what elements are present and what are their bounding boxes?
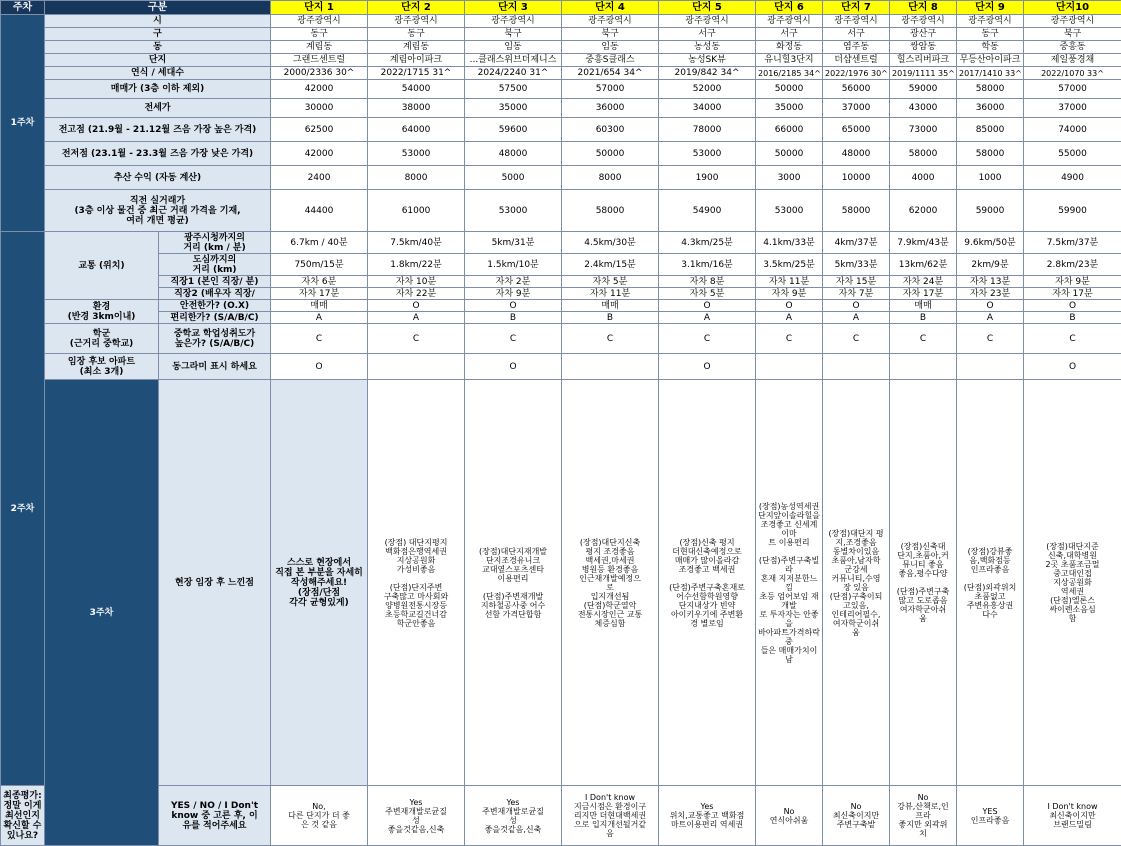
cell: 자차 9분 <box>1024 276 1121 288</box>
cell: 동구 <box>957 28 1024 41</box>
cell: 58000 <box>890 142 957 166</box>
cell: 매매 <box>271 300 368 312</box>
cell: 2021/654 34^ <box>562 67 659 80</box>
row-label: 동 <box>45 41 271 54</box>
visit-label: 임장 후보 아파트 (최소 3개) <box>45 354 159 380</box>
row-label: 직장2 (배우자 직장/ <box>159 288 271 300</box>
row-label: 추산 수익 (자동 계산) <box>45 166 271 190</box>
complex-header: 단지 6 <box>756 1 823 15</box>
cell: 자차 6분 <box>271 276 368 288</box>
category-header: 구분 <box>45 1 271 15</box>
cell: C <box>823 324 890 354</box>
row-gu <box>1 28 1121 41</box>
cell: 임동 <box>465 41 562 54</box>
row-recent <box>1 190 1121 232</box>
cell: (장점)대단지준 신축,대학병원 2곳 초품조금멀 중고대인접 지상공원화 역세권 (단점)엘론스 싸이렌소음심 함 <box>1024 380 1121 786</box>
row-label: 중학교 학업성취도가 높은가? (S/A/B/C) <box>159 324 271 354</box>
week-1-label: 1주차 <box>1 15 45 232</box>
cell <box>957 354 1024 380</box>
row-downtown <box>1 254 1121 276</box>
cell: (장점)신축 평지 더현대신축예정으로 매매가 많이올라감 조경좋고 백세권 (단점)주변구축혼재로 어수선함학원영향 단지내상가 빈약 아이키우기에 주변환 경 별로임 <box>659 380 756 786</box>
cell: 자차 23분 <box>957 288 1024 300</box>
cell: 자차 24분 <box>890 276 957 288</box>
cell: 중흥S클래스 <box>562 54 659 67</box>
cell: A <box>368 312 465 324</box>
cell: 66000 <box>756 118 823 142</box>
cell: 59000 <box>890 80 957 99</box>
cell: 북구 <box>562 28 659 41</box>
row-label: 편리한가? (S/A/B/C) <box>159 312 271 324</box>
cell: 52000 <box>659 80 756 99</box>
cell: 5km/31분 <box>465 232 562 254</box>
cell: 57000 <box>1024 80 1121 99</box>
cell: 자차 15분 <box>823 276 890 288</box>
cell: 8000 <box>562 166 659 190</box>
complex-header: 단지10 <box>1024 1 1121 15</box>
row-profit <box>1 166 1121 190</box>
cell: A <box>957 312 1024 324</box>
cell: 34000 <box>659 99 756 118</box>
cell: 힐스리버파크 <box>890 54 957 67</box>
cell: 쌍암동 <box>890 41 957 54</box>
cell: 화정동 <box>756 41 823 54</box>
cell: 자차 7분 <box>823 288 890 300</box>
complex-header: 단지 7 <box>823 1 890 15</box>
cell: 동구 <box>271 28 368 41</box>
cell: 서구 <box>756 28 823 41</box>
cell: 55000 <box>1024 142 1121 166</box>
cell: 42000 <box>271 142 368 166</box>
cell: 자차 9분 <box>465 288 562 300</box>
row-city-hall <box>1 232 1121 254</box>
cell: 5km/33분 <box>823 254 890 276</box>
cell: 10000 <box>823 166 890 190</box>
cell: I Don't know 지금시점은 환경이구 리지만 더현대백세권 으로 입지개선될거같 음 <box>562 786 659 846</box>
cell: B <box>1024 312 1121 324</box>
cell: 북구 <box>465 28 562 41</box>
cell: O <box>368 300 465 312</box>
cell: 53000 <box>659 142 756 166</box>
cell: 무등산아이파크 <box>957 54 1024 67</box>
complex-header: 단지 2 <box>368 1 465 15</box>
cell: 광주광역시 <box>756 15 823 28</box>
cell: 59900 <box>1024 190 1121 232</box>
cell: 57000 <box>562 80 659 99</box>
cell: 3.1km/16분 <box>659 254 756 276</box>
cell: 1900 <box>659 166 756 190</box>
cell: 750m/15분 <box>271 254 368 276</box>
cell: Yes 위치,교통좋고 백화점 마트이용편리 역세권 <box>659 786 756 846</box>
cell: I Don't know 최신축이지만 브랜드밀림 <box>1024 786 1121 846</box>
cell: Yes 주변재개발로균질 성 좋을것같음,신축 <box>368 786 465 846</box>
cell: 7.5km/37분 <box>1024 232 1121 254</box>
cell: 광주광역시 <box>562 15 659 28</box>
final-label: 최종평가: 정말 이게 최선인지 확신할 수 있나요? <box>1 786 45 846</box>
cell: (장점)신축대 단지,초품아,커 뮤니티 좋음 좋음,평수다양 (단점)주변구축 많고 도로좁음 여자학군아쉬 움 <box>890 380 957 786</box>
cell: 59600 <box>465 118 562 142</box>
cell: 1.5km/10분 <box>465 254 562 276</box>
cell: 광주광역시 <box>659 15 756 28</box>
feel-label: 현장 임장 후 느낀점 <box>159 380 271 786</box>
cell: 62000 <box>890 190 957 232</box>
cell: 73000 <box>890 118 957 142</box>
cell: 광주광역시 <box>890 15 957 28</box>
cell: B <box>465 312 562 324</box>
cell <box>562 354 659 380</box>
cell: 30000 <box>271 99 368 118</box>
cell: 42000 <box>271 80 368 99</box>
cell: (장점) 대단지평지 백화점은행역세권 지상공원화 가성비좋음 (단점)단지주변 구축많고 마사회와 양병원전통시장등 초등학교길건너감 학군안좋음 <box>368 380 465 786</box>
cell: 매매 <box>890 300 957 312</box>
cell: 자차 11분 <box>756 276 823 288</box>
cell: 자차 13분 <box>957 276 1024 288</box>
cell: No, 다른 단지가 더 좋 은 것 같음 <box>271 786 368 846</box>
cell: O <box>659 354 756 380</box>
cell: 광산구 <box>890 28 957 41</box>
row-work1 <box>1 276 1121 288</box>
cell: 53000 <box>368 142 465 166</box>
row-label: 구 <box>45 28 271 41</box>
cell: 자차 9분 <box>756 288 823 300</box>
cell: 자차 17분 <box>271 288 368 300</box>
cell: 자차 8분 <box>659 276 756 288</box>
school-label: 학군 (근거리 중학교) <box>45 324 159 354</box>
cell: No 최신축이지만 주변구축밭 <box>823 786 890 846</box>
cell: 계림동 <box>368 41 465 54</box>
cell: A <box>756 312 823 324</box>
cell: 48000 <box>465 142 562 166</box>
cell <box>368 354 465 380</box>
cell <box>756 354 823 380</box>
cell: ...클래스위브더제니스 <box>465 54 562 67</box>
cell: O <box>823 300 890 312</box>
cell: 9.6km/50분 <box>957 232 1024 254</box>
cell: Yes 주변재개발로균질 성 좋을것같음,신축 <box>465 786 562 846</box>
traffic-label: 교통 (위치) <box>45 232 159 300</box>
cell: O <box>465 354 562 380</box>
cell: 2.4km/15분 <box>562 254 659 276</box>
cell: O <box>957 300 1024 312</box>
cell: 58000 <box>823 190 890 232</box>
row-year <box>1 67 1121 80</box>
cell: A <box>271 312 368 324</box>
cell: 자차 2분 <box>465 276 562 288</box>
cell: 서구 <box>659 28 756 41</box>
row-label: 직전 실거래가 (3층 이상 물건 중 최근 거래 가격을 기재, 여러 개면 평균) <box>45 190 271 232</box>
cell: 54900 <box>659 190 756 232</box>
row-convenient <box>1 312 1121 324</box>
cell: 임동 <box>562 41 659 54</box>
cell: C <box>1024 324 1121 354</box>
cell: 62500 <box>271 118 368 142</box>
cell: (장점)대단지신축 평지 조경좋음 백세권,마세권 병원등 환경좋음 인근재개발예정으 로 입지개선됨 (단점)학군열악 전통시장인근 교통 체증심함 <box>562 380 659 786</box>
row-label: 전고점 (21.9월 - 21.12월 즈음 가장 높은 가격) <box>45 118 271 142</box>
row-label: 전저점 (23.1월 - 23.3월 즈음 가장 낮은 가격) <box>45 142 271 166</box>
cell: 광주광역시 <box>1024 15 1121 28</box>
cell: 78000 <box>659 118 756 142</box>
cell: 자차 22분 <box>368 288 465 300</box>
cell: 57500 <box>465 80 562 99</box>
cell: 광주광역시 <box>957 15 1024 28</box>
row-school <box>1 324 1121 354</box>
cell: 56000 <box>823 80 890 99</box>
cell: A <box>659 312 756 324</box>
cell: 64000 <box>368 118 465 142</box>
row-label: 광주시청까지의 거리 (km / 분) <box>159 232 271 254</box>
cell: 동구 <box>368 28 465 41</box>
cell: 2400 <box>271 166 368 190</box>
cell: 서구 <box>823 28 890 41</box>
row-jeonse <box>1 99 1121 118</box>
cell: O <box>1024 354 1121 380</box>
cell: No 연식아쉬움 <box>756 786 823 846</box>
cell: 염주동 <box>823 41 890 54</box>
cell: 광주광역시 <box>368 15 465 28</box>
cell: B <box>890 312 957 324</box>
cell: 4900 <box>1024 166 1121 190</box>
cell: 13km/62분 <box>890 254 957 276</box>
cell: C <box>562 324 659 354</box>
cell: 학동 <box>957 41 1024 54</box>
cell: 2016/2185 34^ <box>756 67 823 80</box>
cell: 58000 <box>562 190 659 232</box>
cell: No 강뷰,산책로,인 프라 좋지만 외곽위 치 <box>890 786 957 846</box>
cell: (장점)대단지 평 지,조경좋음 동별차이있음 초품아,남자학 군강세 커뮤니티,수영 장 있음 (단점)구축이되 고있음, 인테리어필수, 여자학군이쉬 움 <box>823 380 890 786</box>
cell: 3.5km/25분 <box>756 254 823 276</box>
cell: O <box>756 300 823 312</box>
cell: 7.9km/43분 <box>890 232 957 254</box>
cell: 43000 <box>890 99 957 118</box>
cell: 35000 <box>756 99 823 118</box>
cell: 광주광역시 <box>271 15 368 28</box>
row-label: 스스로 현장에서 직접 본 부분을 자세히 작성해주세요! (장점/단점 각각 균형있게) <box>271 380 368 786</box>
row-label: 전세가 <box>45 99 271 118</box>
cell: 제일풍경채 <box>1024 54 1121 67</box>
cell: 중흥동 <box>1024 41 1121 54</box>
cell: 65000 <box>823 118 890 142</box>
cell: 74000 <box>1024 118 1121 142</box>
row-label: 도심까지의 거리 (km) <box>159 254 271 276</box>
cell: 광주광역시 <box>465 15 562 28</box>
row-label: 연식 / 세대수 <box>45 67 271 80</box>
row-label: 시 <box>45 15 271 28</box>
cell: 자차 17분 <box>1024 288 1121 300</box>
row-visit <box>1 354 1121 380</box>
cell: 54000 <box>368 80 465 99</box>
row-safe <box>1 300 1121 312</box>
cell: 자차 5분 <box>562 276 659 288</box>
cell: 1.8km/22분 <box>368 254 465 276</box>
cell: C <box>465 324 562 354</box>
cell: 계림아이파크 <box>368 54 465 67</box>
cell: 북구 <box>1024 28 1121 41</box>
cell: 37000 <box>823 99 890 118</box>
complex-header: 단지 4 <box>562 1 659 15</box>
cell: 7.5km/40분 <box>368 232 465 254</box>
week-3-label: 3주차 <box>45 380 159 846</box>
cell: 2.8km/23분 <box>1024 254 1121 276</box>
cell: 36000 <box>562 99 659 118</box>
row-work2 <box>1 288 1121 300</box>
cell: C <box>890 324 957 354</box>
row-low <box>1 142 1121 166</box>
cell: 37000 <box>1024 99 1121 118</box>
cell: 2019/1111 35^ <box>890 67 957 80</box>
row-sale <box>1 80 1121 99</box>
cell: (장점)강뷰좋 음,백화점등 인프라좋음 (단점)외곽위치 초품없고 주변유흥상권 다수 <box>957 380 1024 786</box>
cell <box>823 354 890 380</box>
cell: 53000 <box>756 190 823 232</box>
complex-header: 단지 8 <box>890 1 957 15</box>
env-label: 환경 (반경 3km이내) <box>45 300 159 324</box>
cell: 유니힐3단지 <box>756 54 823 67</box>
cell: 2022/1715 31^ <box>368 67 465 80</box>
cell: 그랜드센트럴 <box>271 54 368 67</box>
cell: 4km/37분 <box>823 232 890 254</box>
cell: 농성SK뷰 <box>659 54 756 67</box>
cell: 매매 <box>562 300 659 312</box>
cell: 4.1km/33분 <box>756 232 823 254</box>
cell: C <box>368 324 465 354</box>
cell: 자차 17분 <box>890 288 957 300</box>
cell: 36000 <box>957 99 1024 118</box>
row-peak <box>1 118 1121 142</box>
cell: 2017/1410 33^ <box>957 67 1024 80</box>
cell: 광주광역시 <box>823 15 890 28</box>
cell: 자차 10분 <box>368 276 465 288</box>
cell: 8000 <box>368 166 465 190</box>
cell: 58000 <box>957 142 1024 166</box>
row-feel <box>1 380 1121 786</box>
cell: C <box>271 324 368 354</box>
cell: 자차 5분 <box>659 288 756 300</box>
cell: 3000 <box>756 166 823 190</box>
cell: 50000 <box>562 142 659 166</box>
cell: 48000 <box>823 142 890 166</box>
cell: 계림동 <box>271 41 368 54</box>
cell: 2000/2336 30^ <box>271 67 368 80</box>
complex-header: 단지 9 <box>957 1 1024 15</box>
cell: 50000 <box>756 142 823 166</box>
cell: O <box>271 354 368 380</box>
cell <box>890 354 957 380</box>
cell: 2km/9분 <box>957 254 1024 276</box>
cell: O <box>465 300 562 312</box>
cell: 2024/2240 31^ <box>465 67 562 80</box>
cell: A <box>823 312 890 324</box>
cell: 44400 <box>271 190 368 232</box>
cell: 85000 <box>957 118 1024 142</box>
cell: 4.3km/25분 <box>659 232 756 254</box>
cell: O <box>659 300 756 312</box>
row-label: 동그라미 표시 하세요 <box>159 354 271 380</box>
week-header: 주차 <box>1 1 45 15</box>
cell: 5000 <box>465 166 562 190</box>
cell: 53000 <box>465 190 562 232</box>
cell: YES 인프라좋음 <box>957 786 1024 846</box>
row-label: YES / NO / I Don't know 중 고른 후, 이 유를 적어주세요 <box>159 786 271 846</box>
cell: C <box>756 324 823 354</box>
cell: 1000 <box>957 166 1024 190</box>
row-city <box>1 15 1121 28</box>
cell: 농성동 <box>659 41 756 54</box>
row-danji <box>1 54 1121 67</box>
row-label: 매매가 (3층 이하 제외) <box>45 80 271 99</box>
complex-header: 단지 5 <box>659 1 756 15</box>
header-row <box>1 1 1121 15</box>
cell: 61000 <box>368 190 465 232</box>
cell: 2022/1070 33^ <box>1024 67 1121 80</box>
row-label: 단지 <box>45 54 271 67</box>
cell: B <box>562 312 659 324</box>
complex-header: 단지 3 <box>465 1 562 15</box>
cell: 35000 <box>465 99 562 118</box>
row-label: 안전한가? (O.X) <box>159 300 271 312</box>
cell: (장점)농성역세권 단지앞이솔라힐을 조경좋고 신세계 이마 트 이용편리 (단점)주변구축빌라 혼재 지저분한느낌 초등 엄어보임 재개발 로 투자자는 안좋을 바아파트가격하락중 들은 매매가치이남 <box>756 380 823 786</box>
cell: 4.5km/30분 <box>562 232 659 254</box>
cell: (장점)대단지재개발 단지조경유니크 교대옆스포츠센타 이용편리 (단점)주변재개발 지하철공사중 어수 선함 가격단합함 <box>465 380 562 786</box>
week-2-label: 2주차 <box>1 232 45 786</box>
cell: 6.7km / 40분 <box>271 232 368 254</box>
row-dong <box>1 41 1121 54</box>
row-final <box>1 786 1121 846</box>
cell: 2019/842 34^ <box>659 67 756 80</box>
row-label: 직장1 (본인 직장/ 분) <box>159 276 271 288</box>
cell: 4000 <box>890 166 957 190</box>
cell: 58000 <box>957 80 1024 99</box>
cell: O <box>1024 300 1121 312</box>
cell: C <box>659 324 756 354</box>
cell: 38000 <box>368 99 465 118</box>
cell: 2022/1976 30^ <box>823 67 890 80</box>
complex-header: 단지 1 <box>271 1 368 15</box>
cell: 60300 <box>562 118 659 142</box>
cell: 50000 <box>756 80 823 99</box>
cell: 더샵센트럴 <box>823 54 890 67</box>
cell: 59000 <box>957 190 1024 232</box>
cell: C <box>957 324 1024 354</box>
cell: 자차 11분 <box>562 288 659 300</box>
